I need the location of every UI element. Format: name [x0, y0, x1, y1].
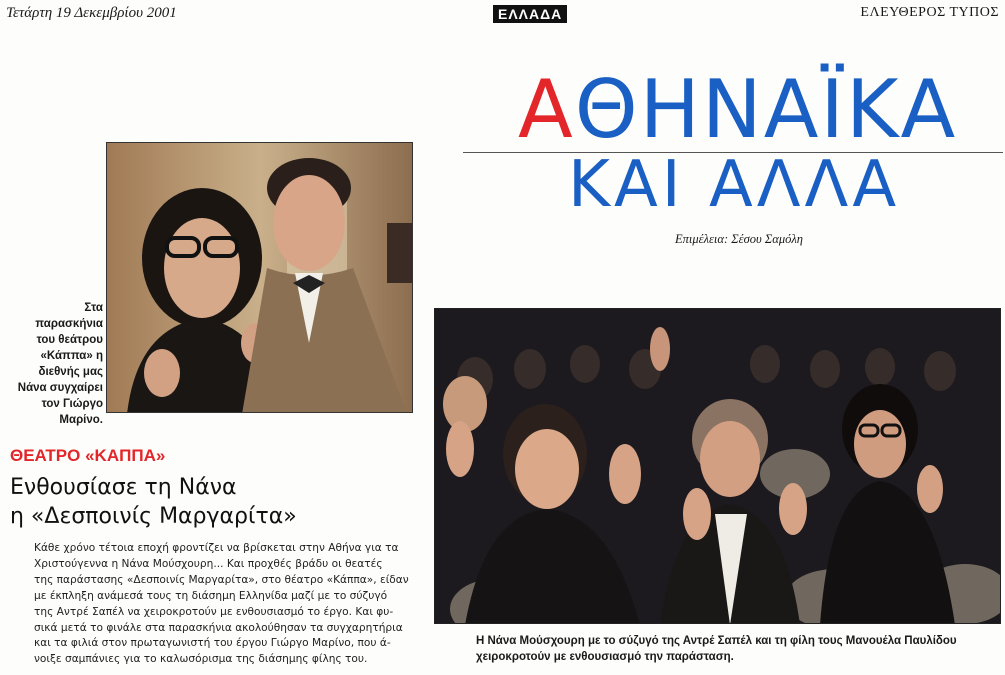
photo-backstage-image — [107, 143, 413, 413]
caption-line: διεθνής μας — [38, 366, 103, 378]
column-title-rest: ΘΗΝΑΪΚΑ — [574, 63, 958, 156]
body-line: της παράστασης «Δεσποινίς Μαργαρίτα», στο θέατρο «Κάππα», είδαν — [34, 573, 409, 586]
body-line: Κάθε χρόνο τέτοια εποχή φροντίζει να βρίσκεται στην Αθήνα για τα — [34, 542, 399, 554]
column-editor: Επιμέλεια: Σέσου Σαμόλη — [675, 232, 803, 246]
article-body — [34, 541, 419, 668]
body-line: και τα φιλιά στον πρωταγωνιστή του έργου Γιώργο Μαρίνο, που ά- — [34, 637, 391, 650]
headline-line: Ενθουσίασε τη Νάνα — [10, 475, 237, 500]
section-label: ΕΛΛΑΔΑ — [493, 5, 567, 23]
caption-line: χειροκροτούν με ενθουσιασμό την παράσταση. — [476, 651, 734, 663]
caption-line: τον Γιώργο — [41, 398, 103, 410]
newspaper-name: ΕΛΕΥΘΕΡΟΣ ΤΥΠΟΣ — [860, 5, 999, 20]
caption-line: παρασκήνια — [35, 318, 103, 330]
caption-line: του θεάτρου — [36, 334, 103, 346]
article-kicker: ΘΕΑΤΡΟ «ΚΑΠΠΑ» — [10, 446, 166, 465]
body-line: νοιξε σαμπάνιες για το καλωσόρισμα της διάσημης φίλης του. — [34, 653, 368, 666]
caption-line: Η Νάνα Μούσχουρη με το σύζυγό της Αντρέ Σαπέλ και τη φίλη τους Μανουέλα Παυλίδου — [476, 635, 957, 647]
caption-line: Νάνα συγχαίρει — [17, 382, 103, 394]
photo-audience-image — [435, 309, 1001, 624]
column-title-line-1 — [518, 63, 958, 156]
photo-backstage-caption — [6, 300, 103, 428]
headline-line: η «Δεσποινίς Μαργαρίτα» — [10, 504, 297, 529]
photo-backstage — [106, 142, 413, 413]
photo-audience-caption — [476, 633, 957, 665]
body-line: με έκπληξη ανάμεσά τους τη διάσημη Ελληνίδα μαζί με το σύζυγό — [34, 589, 388, 602]
caption-line: Στα — [84, 302, 103, 314]
body-line: σικά μετά το φινάλε στα παρασκήνια ακολούθησαν τα συγχαρητήρια — [34, 621, 403, 634]
body-line: Χριστούγεννα η Νάνα Μούσχουρη... Και προχθές βράδυ οι θεατές — [34, 557, 383, 570]
column-title-first-letter: Α — [518, 63, 575, 156]
caption-line: Μαρίνο. — [59, 414, 103, 426]
column-title-line-2: ΚΑΙ ΑΛΛΑ — [568, 148, 901, 222]
issue-date: Τετάρτη 19 Δεκεμβρίου 2001 — [6, 5, 177, 21]
body-line: της Αντρέ Σαπέλ να χειροκροτούν με ενθουσιασμό το έργο. Και φυ- — [34, 605, 394, 618]
article-headline — [10, 473, 297, 531]
photo-audience — [434, 308, 1001, 624]
caption-line: «Κάππα» η — [40, 350, 103, 362]
